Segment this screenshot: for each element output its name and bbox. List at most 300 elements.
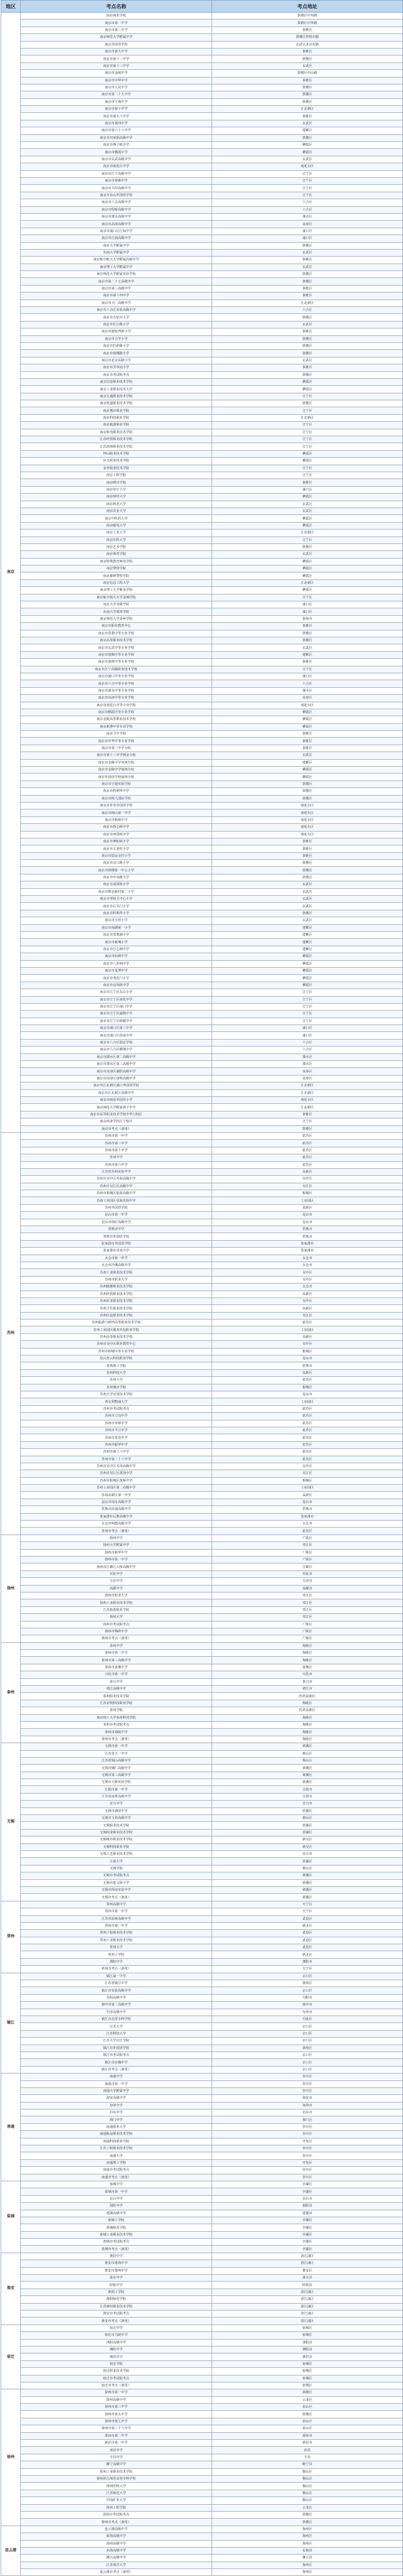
site-address-cell: 六合区 (212, 1039, 403, 1046)
table-row (1, 1434, 403, 1441)
site-name-cell: 江苏海洋大学 (21, 2561, 212, 2568)
site-address-cell: 张家港市 (212, 1513, 403, 1520)
table-row (1, 1786, 403, 1793)
site-name-cell: 盐城工业职业技术学院 (21, 2231, 212, 2238)
site-address-cell: 铜山区 (212, 2490, 403, 2497)
table-row (1, 2275, 403, 2282)
site-address-cell: 盱眙县 (212, 2282, 403, 2289)
table-row (1, 1348, 403, 1355)
site-name-cell: 沛县中学 (21, 2447, 212, 2454)
site-address-cell: 江宁区 (212, 594, 403, 601)
table-row (1, 1413, 403, 1420)
table-row (1, 2483, 403, 2490)
table-row (1, 802, 403, 809)
site-address-cell: 泰兴市 (212, 1678, 403, 1685)
site-name-cell: 南京市六合中等专业学校 (21, 680, 212, 687)
table-row (1, 170, 403, 177)
table-row (1, 2188, 403, 2195)
site-name-cell: 苏州市振华中学 (21, 1441, 212, 1448)
site-name-cell: 南京市玄武高级中学 (21, 156, 212, 163)
table-row (1, 2547, 403, 2554)
site-address-cell: 鼓楼区中央路 (212, 13, 403, 20)
site-address-cell: 江北新区 (212, 1089, 403, 1096)
site-name-cell: 无锡科技职业学院 (21, 1843, 212, 1850)
site-name-cell: 苏州科技大学 (21, 1369, 212, 1376)
table-row (1, 1219, 403, 1226)
region-cell: 宿迁 (1, 2324, 21, 2389)
site-name-cell: 南京市力学小学 (21, 335, 212, 342)
site-address-cell: 新北区 (212, 1951, 403, 1958)
site-name-cell: 苏州城市学院 (21, 1384, 212, 1391)
site-name-cell: 泰州中学 (21, 1642, 212, 1649)
table-row (1, 2447, 403, 2454)
site-address-cell: 京口区 (212, 2023, 403, 2030)
table-row (1, 2152, 403, 2159)
table-row (1, 1297, 403, 1304)
site-name-cell: 连云港市考点（备用） (21, 2569, 212, 2576)
site-address-cell: 江北新区 (212, 106, 403, 113)
table-row (1, 436, 403, 443)
site-address-cell: 秦淮区 (212, 257, 403, 264)
site-address-cell: 丹阳市 (212, 1994, 403, 2001)
site-address-cell: 栖霞区 (212, 723, 403, 730)
site-address-cell: 句容市 (212, 2009, 403, 2016)
site-name-cell: 扬州大学附属中学 (21, 1542, 212, 1549)
site-address-cell: 丰县 (212, 2454, 403, 2461)
site-address-cell: 秦淮区 (212, 852, 403, 859)
table-row (1, 2203, 403, 2210)
site-name-cell: 宿迁市考试院考点 (21, 2375, 212, 2382)
site-address-cell: 玄武区 (212, 321, 403, 328)
site-name-cell: 徐州医科大学 (21, 2483, 212, 2490)
site-address-cell: 邳州市 (212, 2432, 403, 2439)
table-row (1, 1822, 403, 1829)
table-row (1, 1463, 403, 1470)
site-name-cell: 江苏海事职业技术学院 (21, 443, 212, 450)
site-name-cell: 南京市建邺中等专业学校 (21, 651, 212, 658)
site-address-cell: 海陵区 (212, 1642, 403, 1649)
table-row (1, 1089, 403, 1096)
site-address-cell: 江阴市 (212, 1793, 403, 1800)
table-row (1, 932, 403, 939)
site-name-cell: 扬州大学 (21, 1614, 212, 1621)
site-name-cell: 泰州市第三高级中学 (21, 1657, 212, 1664)
site-name-cell: 中国矿业大学 (21, 2497, 212, 2504)
site-name-cell: 苏州市平江中学 (21, 1427, 212, 1434)
site-name-cell: 苏州旅游与财经高等职业技术学校 (21, 1320, 212, 1326)
table-row (1, 745, 403, 751)
site-address-cell: 鼓楼区 (212, 242, 403, 249)
table-row (1, 1003, 403, 1010)
site-name-cell: 常州工业职业技术学院 (21, 1937, 212, 1944)
site-address-cell: 邗江区 (212, 1542, 403, 1549)
site-address-cell: 宜兴市 (212, 1801, 403, 1807)
site-name-cell: 南京工程学院 (21, 472, 212, 479)
site-address-cell: 武进区 (212, 1937, 403, 1944)
table-row (1, 2253, 403, 2260)
table-row (1, 249, 403, 256)
table-row (1, 2087, 403, 2094)
site-address-cell: 秦淮区 (212, 731, 403, 738)
site-address-cell: 靖江市 (212, 1686, 403, 1693)
site-name-cell: 徐州工程学院 (21, 2504, 212, 2511)
table-row (1, 2145, 403, 2152)
table-row (1, 2210, 403, 2217)
site-address-cell: 常熟市 (212, 1226, 403, 1233)
table-row (1, 673, 403, 680)
table-row (1, 2009, 403, 2016)
site-name-cell: 江苏财经职业技术学院 (21, 2303, 212, 2310)
site-name-cell: 镇江市实验高级中学 (21, 1987, 212, 1994)
table-row (1, 242, 403, 249)
table-row (1, 2555, 403, 2561)
site-name-cell: 南京市莫愁中等专业学校 (21, 630, 212, 637)
site-name-cell: 泗洪中学 (21, 2353, 212, 2360)
site-address-cell: 宿城区 (212, 2324, 403, 2331)
site-name-cell: 无锡工艺职业技术学院 (21, 1851, 212, 1858)
site-name-cell: 南京市考试院考点 (21, 371, 212, 378)
table-row (1, 41, 403, 48)
table-row (1, 1987, 403, 1994)
site-address-cell: 京口区 (212, 1987, 403, 1994)
table-row (1, 264, 403, 270)
site-address-cell: 栖霞区 (212, 386, 403, 393)
site-address-cell: 江宁区 (212, 1011, 403, 1018)
site-address-cell: 海陵区 (212, 1714, 403, 1721)
site-address-cell: 泉山区 (212, 2425, 403, 2432)
table-row (1, 1836, 403, 1843)
site-address-cell: 栖霞区 (212, 515, 403, 522)
site-name-cell: 盱眙中学 (21, 2282, 212, 2289)
site-name-cell: 张家港市后塍高级中学 (21, 1513, 212, 1520)
table-row (1, 1535, 403, 1541)
site-address-cell: 亭湖区 (212, 2181, 403, 2188)
site-name-cell: 南京市高淳高级中学 (21, 221, 212, 228)
table-row (1, 2504, 403, 2511)
table-row (1, 1966, 403, 1973)
table-row (1, 1614, 403, 1621)
table-row (1, 953, 403, 960)
table-row (1, 357, 403, 364)
table-row (1, 1032, 403, 1039)
site-name-cell: 宝应中学 (21, 1578, 212, 1585)
site-name-cell: 南京市六合区励志学校 (21, 1039, 212, 1046)
table-row (1, 228, 403, 235)
site-address-cell: 吴江区 (212, 1183, 403, 1190)
table-row (1, 1161, 403, 1168)
table-row (1, 558, 403, 565)
site-address-cell: 吴中区 (212, 1176, 403, 1183)
site-address-cell: 睢宁县 (212, 2461, 403, 2468)
site-name-cell: 无锡市考点（备用） (21, 1894, 212, 1901)
site-address-cell: 秦淮区 (212, 745, 403, 751)
site-name-cell: 南京市第十三中学锁金分校 (21, 752, 212, 759)
site-name-cell: 南京邮电大学 (21, 522, 212, 529)
site-address-cell: 昆山市 (212, 1212, 403, 1219)
table-row (1, 637, 403, 644)
table-row (1, 1779, 403, 1786)
site-address-cell: 江宁区 (212, 537, 403, 543)
table-row (1, 1226, 403, 1233)
site-address-cell: 如皋市 (212, 2102, 403, 2109)
site-name-cell: 南京警察学院 (21, 566, 212, 572)
table-row (1, 1793, 403, 1800)
table-row (1, 70, 403, 77)
table-row (1, 1980, 403, 1987)
site-address-cell: 玄武区 (212, 917, 403, 924)
site-name-cell: 南京市浦口中等专业学校 (21, 673, 212, 680)
table-row (1, 1441, 403, 1448)
site-name-cell: 南京市金陵中学河西分校 (21, 759, 212, 766)
table-row (1, 1384, 403, 1391)
table-row (1, 2059, 403, 2066)
site-address-cell: 鼓楼区 (212, 134, 403, 141)
site-name-cell: 南京市栖霞中等专业学校 (21, 709, 212, 716)
site-name-cell: 南京市江宁区东山小学 (21, 989, 212, 996)
site-name-cell: 南京市宇通实验学校 (21, 780, 212, 787)
table-row (1, 1341, 403, 1348)
site-address-cell: 铜山区 (212, 2475, 403, 2482)
table-row (1, 2267, 403, 2274)
site-name-cell: 苏州市职业大学 (21, 1276, 212, 1283)
table-row (1, 1528, 403, 1535)
site-name-cell: 南京市八卦洲中学 (21, 960, 212, 967)
site-address-cell: 江宁区 (212, 170, 403, 177)
site-name-cell: 昆山登云科技职业学院 (21, 1355, 212, 1362)
site-address-cell: 鼓楼区 (212, 2389, 403, 2396)
site-address-cell: 江宁区 (212, 177, 403, 184)
site-name-cell: 南京市第十四中学 (21, 293, 212, 299)
site-name-cell: 南京师范大学附属实验学校 (21, 271, 212, 278)
site-address-cell: 姑苏区 (212, 1427, 403, 1434)
site-address-cell: 邗江区 (212, 1599, 403, 1606)
table-row (1, 1865, 403, 1872)
table-row (1, 1427, 403, 1434)
table-row (1, 1011, 403, 1018)
table-row (1, 644, 403, 651)
site-address-cell: 鼓楼区 (212, 278, 403, 285)
table-row (1, 2561, 403, 2568)
site-name-cell: 南京市锁金新村第二小学 (21, 888, 212, 895)
site-name-cell: 苏州市第六中学 (21, 1161, 212, 1168)
site-name-cell: 泰州职业技术学院 (21, 1693, 212, 1700)
table-row (1, 2217, 403, 2224)
table-row (1, 371, 403, 378)
region-cell: 泰州 (1, 1642, 21, 1743)
site-name-cell: 睢宁高级中学 (21, 2461, 212, 2468)
site-name-cell: 常熟市外国语学校 (21, 1233, 212, 1240)
table-row (1, 20, 403, 26)
table-row (1, 77, 403, 84)
site-address-cell: 雨花台区 (212, 163, 403, 170)
site-address-cell: 梁溪区 (212, 1743, 403, 1750)
table-row (1, 235, 403, 242)
site-address-cell: 泉山区 (212, 2404, 403, 2411)
table-row (1, 299, 403, 306)
site-name-cell: 南京市金陵中学仙林分校 (21, 767, 212, 774)
table-row (1, 2123, 403, 2130)
table-row (1, 587, 403, 594)
site-name-cell: 江苏旅游职业学院 (21, 1606, 212, 1613)
site-name-cell: 南京市后宰门小学 (21, 903, 212, 910)
site-name-cell: 苏州市草桥中学 (21, 1420, 212, 1427)
table-row (1, 2432, 403, 2439)
table-row (1, 1312, 403, 1319)
site-name-cell: 南京市尧化门小学 (21, 975, 212, 982)
site-address-cell: 昆山市 (212, 1391, 403, 1398)
site-name-cell: 南京市第二十九中学 (21, 91, 212, 98)
site-address-cell: 润州区 (212, 2045, 403, 2051)
site-name-cell: 南京市宁海中学 (21, 98, 212, 105)
table-row (1, 1362, 403, 1369)
table-row (1, 759, 403, 766)
site-name-cell: 南京市西善桥中学 (21, 831, 212, 838)
region-cell: 连云港 (1, 2526, 21, 2576)
site-address-cell: 邗江区 (212, 1606, 403, 1613)
table-row (1, 2311, 403, 2318)
site-address-cell: 江宁区 (212, 436, 403, 443)
site-address-cell: 润州区 (212, 1980, 403, 1987)
site-name-cell: 南京市铁心桥中学 (21, 824, 212, 831)
table-row (1, 2440, 403, 2447)
table-row (1, 1190, 403, 1197)
site-name-cell: 南京市第五十中学 (21, 113, 212, 120)
table-row (1, 975, 403, 982)
table-row (1, 1570, 403, 1577)
table-row (1, 881, 403, 888)
site-name-cell: 无锡市第三高级中学 (21, 1772, 212, 1778)
site-address-cell: 栖霞区 (212, 458, 403, 465)
table-row (1, 2282, 403, 2289)
site-address-cell: 秦淮区 (212, 113, 403, 120)
site-address-cell: 江北新区 (212, 1082, 403, 1089)
site-address-cell: 相城区 (212, 1384, 403, 1391)
table-row (1, 2519, 403, 2526)
table-row (1, 177, 403, 184)
site-address-cell: 滨湖区 (212, 1858, 403, 1865)
site-address-cell: 栖霞区 (212, 967, 403, 974)
site-address-cell: 崇川区 (212, 2074, 403, 2080)
site-address-cell: 广陵区 (212, 1549, 403, 1556)
header-row (1, 1, 403, 13)
table-row (1, 2023, 403, 2030)
table-row (1, 752, 403, 759)
site-address-cell: 宿城区 (212, 2382, 403, 2389)
site-address-cell: 亭湖区 (212, 2246, 403, 2253)
site-address-cell: 秦淮区 (212, 285, 403, 292)
table-row (1, 443, 403, 450)
table-row (1, 2116, 403, 2123)
site-name-cell: 南京理工大学泰州科技学院 (21, 1714, 212, 1721)
table-row (1, 845, 403, 852)
table-row (1, 106, 403, 113)
site-address-cell: 铜山区 (212, 2483, 403, 2490)
site-address-cell: 姑苏区 (212, 1405, 403, 1412)
table-row (1, 1132, 403, 1139)
site-name-cell: 南通大学 (21, 2152, 212, 2159)
table-row (1, 2318, 403, 2324)
site-name-cell: 南京师范大学附属扬子中学 (21, 1104, 212, 1111)
site-address-cell: 六合区 (212, 206, 403, 213)
table-row (1, 2339, 403, 2346)
table-row (1, 2353, 403, 2360)
table-row (1, 1513, 403, 1520)
table-row (1, 1233, 403, 1240)
site-name-cell: 盐城市考点（备用） (21, 2246, 212, 2253)
site-name-cell: 南通理工学院 (21, 2159, 212, 2166)
table-row (1, 2045, 403, 2051)
table-row (1, 422, 403, 429)
table-row (1, 1801, 403, 1807)
table-row (1, 1743, 403, 1750)
table-row (1, 809, 403, 816)
site-address-cell: 江宁区 (212, 989, 403, 996)
site-address-cell: 云龙区 (212, 2396, 403, 2403)
site-name-cell: 南京工业职业技术大学 (21, 386, 212, 393)
site-name-cell: 泗阳中学 (21, 2346, 212, 2353)
site-name-cell: 无锡市考试院考点 (21, 1872, 212, 1879)
table-row (1, 537, 403, 543)
site-name-cell: 南京特殊教育师范学院 (21, 558, 212, 565)
table-row (1, 1492, 403, 1499)
table-row (1, 1212, 403, 1219)
site-name-cell: 泰州市姜堰中学 (21, 1664, 212, 1671)
site-name-cell: 江苏科技大学 (21, 2030, 212, 2037)
site-address-cell: 玄武区 (212, 508, 403, 514)
table-row (1, 2461, 403, 2468)
site-address-cell: 涟水县 (212, 2275, 403, 2282)
site-address-cell: 铜山区 (212, 2468, 403, 2475)
table-row (1, 659, 403, 666)
table-row (1, 1772, 403, 1778)
site-name-cell: 扬州市江都区大桥高级中学 (21, 1564, 212, 1570)
table-row (1, 98, 403, 105)
site-address-cell: 雨花台区 (212, 816, 403, 823)
site-name-cell: 南京航空航天大学金城学院 (21, 594, 212, 601)
site-name-cell: 南京市中华中等专业学校 (21, 738, 212, 745)
site-address-cell: 沛县 (212, 2447, 403, 2454)
site-name-cell: 苏州市第一中学 (21, 1132, 212, 1139)
region-cell: 盐城 (1, 2181, 21, 2253)
table-row (1, 838, 403, 845)
site-name-cell: 泰州市海陵中学 (21, 1729, 212, 1736)
site-name-cell: 南京外国语学校仙林分校 (21, 774, 212, 780)
site-address-cell: 云龙区 (212, 2504, 403, 2511)
table-row (1, 1671, 403, 1678)
table-row (1, 1154, 403, 1161)
table-row (1, 1047, 403, 1053)
site-address-cell: 姑苏区 (212, 1161, 403, 1168)
site-name-cell: 徐州高级中学 (21, 2396, 212, 2403)
table-row (1, 709, 403, 716)
table-row (1, 407, 403, 414)
site-address-cell: 广陵区 (212, 1635, 403, 1642)
site-address-cell: 海州区 (212, 2561, 403, 2568)
table-row (1, 1284, 403, 1291)
site-address-cell: 玄武区北京东路 (212, 41, 403, 48)
site-address-cell: 鼓楼区 (212, 271, 403, 278)
site-address-cell: 鼓楼区 (212, 795, 403, 802)
site-name-cell: 南京市第二十七高级中学 (21, 278, 212, 285)
site-address-cell: 滨湖区 (212, 1829, 403, 1836)
site-name-cell: 徐州市考试院考点 (21, 2511, 212, 2518)
site-address-cell: 姑苏区 (212, 1413, 403, 1420)
table-row (1, 429, 403, 436)
site-address-cell: 溧水区 (212, 1053, 403, 1060)
table-row (1, 1693, 403, 1700)
site-name-cell: 常州工学院 (21, 1951, 212, 1958)
site-address-cell: 浦口区 (212, 608, 403, 615)
